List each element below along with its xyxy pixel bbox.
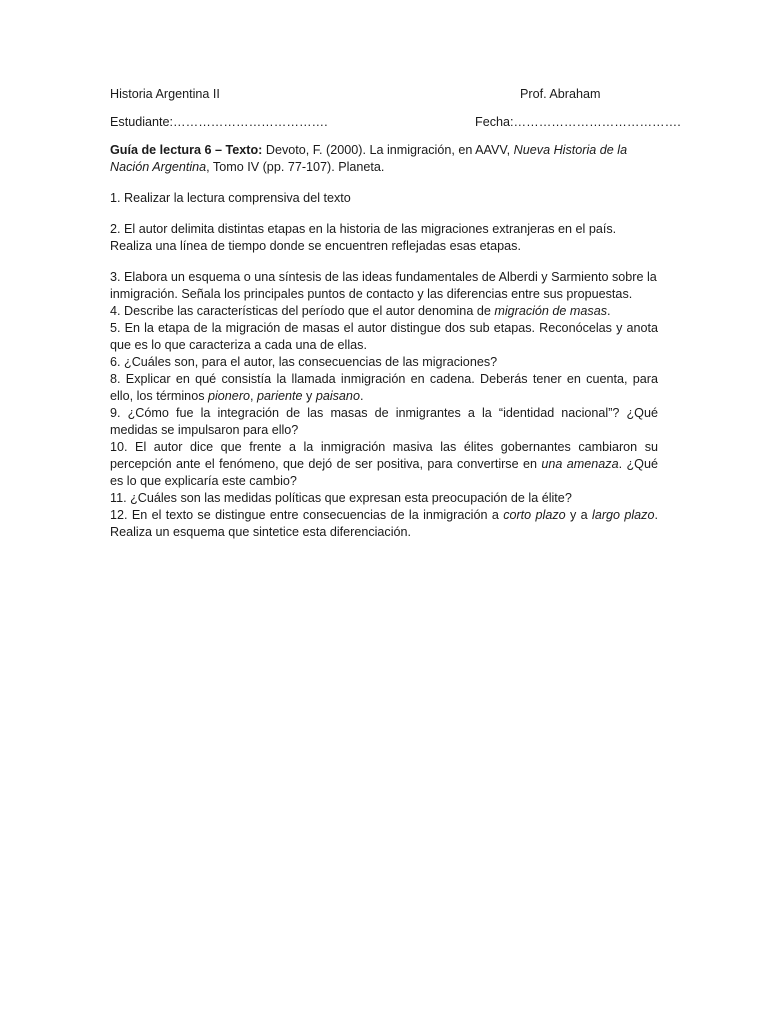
term-una-amenaza: una amenaza bbox=[541, 457, 619, 471]
header-row bbox=[110, 86, 658, 103]
term-pionero: pionero bbox=[208, 389, 251, 403]
guide-reference bbox=[110, 142, 658, 176]
reference-author: Devoto, F. (2000). La inmigración, en AAVV, bbox=[262, 143, 514, 157]
question-11: 11. ¿Cuáles son las medidas políticas que expresan esta preocupación de la élite? bbox=[110, 491, 572, 505]
term-migracion-de-masas: migración de masas bbox=[494, 304, 608, 318]
term-paisano: paisano bbox=[315, 389, 360, 403]
reference-rest: , Tomo IV (pp. 77-107). Planeta. bbox=[206, 160, 385, 174]
question-4: 4. Describe las características del período que el autor denomina de migración de masas. bbox=[110, 304, 611, 318]
guide-title: Guía de lectura 6 – Texto: bbox=[110, 143, 263, 157]
question-2: 2. El autor delimita distintas etapas en la historia de las migraciones extranjeras en el país. Realiza una línea de tiempo donde se encuentren reflejadas esas etapas. bbox=[110, 222, 617, 253]
question-3: 3. Elabora un esquema o una síntesis de las ideas fundamentales de Alberdi y Sarmiento sobre la inmigración. Señala los principales puntos de contacto y las diferencias entre sus propuestas. bbox=[110, 270, 657, 301]
question-12: 12. En el texto se distingue entre consecuencias de la inmigración a corto plazo y a largo plazo. Realiza un esquema que sintetice esta diferenciación. bbox=[110, 508, 658, 539]
question-10: 10. El autor dice que frente a la inmigración masiva las élites gobernantes cambiaron su percepción ante el fenómeno, que dejó de ser positiva, para convertirse en una amenaza. ¿Qué es lo que explicaría este cambio? bbox=[110, 440, 658, 488]
question-6: 6. ¿Cuáles son, para el autor, las consecuencias de las migraciones? bbox=[110, 355, 498, 369]
professor-name: Prof. Abraham bbox=[520, 87, 601, 101]
term-largo-plazo: largo plazo bbox=[592, 508, 655, 522]
document-page bbox=[110, 86, 681, 541]
date-field: Fecha:…………………………………. bbox=[475, 115, 681, 129]
term-corto-plazo: corto plazo bbox=[503, 508, 566, 522]
question-5: 5. En la etapa de la migración de masas el autor distingue dos sub etapas. Reconócelas y anota que es lo que caracteriza a cada una de ellas. bbox=[110, 321, 658, 352]
question-1: 1. Realizar la lectura comprensiva del texto bbox=[110, 191, 351, 205]
reference-book: Nueva Historia de la Nación Argentina bbox=[110, 143, 628, 174]
course-name: Historia Argentina II bbox=[110, 87, 220, 101]
term-pariente: pariente bbox=[257, 389, 303, 403]
student-field: Estudiante:………………………………. bbox=[110, 115, 328, 129]
student-row bbox=[110, 114, 681, 131]
question-8: 8. Explicar en qué consistía la llamada inmigración en cadena. Deberás tener en cuenta, para ello, los términos pionero, pariente y paisano. bbox=[110, 372, 658, 403]
question-9: 9. ¿Cómo fue la integración de las masas de inmigrantes a la “identidad nacional”? ¿Qué medidas se impulsaron para ello? bbox=[110, 406, 658, 437]
